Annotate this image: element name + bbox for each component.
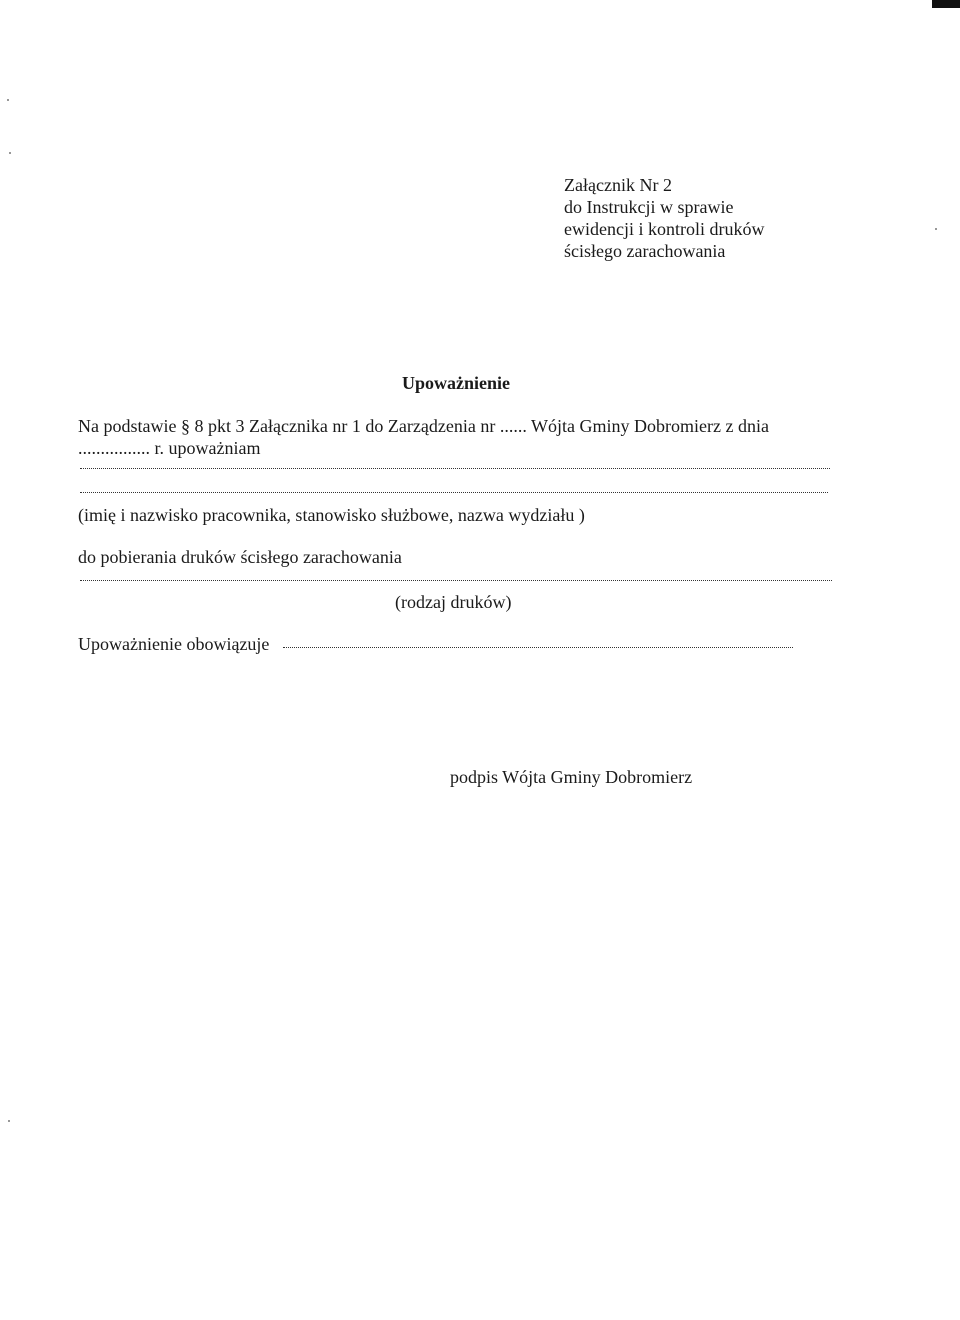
scan-speck: [8, 1120, 10, 1122]
legal-basis-line: Na podstawie § 8 pkt 3 Załącznika nr 1 do Zarządzenia nr ...... Wójta Gminy Dobromierz z dnia: [78, 416, 769, 436]
date-line: ................ r. upoważniam: [78, 438, 261, 458]
document-title: Upoważnienie: [402, 373, 510, 393]
annex-subject: ewidencji i kontroli druków: [564, 219, 765, 239]
validity-label: Upoważnienie obowiązuje: [78, 634, 270, 654]
annex-subject-cont: ścisłego zarachowania: [564, 241, 726, 261]
signature-caption: podpis Wójta Gminy Dobromierz: [450, 767, 693, 787]
scan-speck: [9, 152, 11, 154]
purpose-line: do pobierania druków ścisłego zarachowania: [78, 547, 402, 567]
print-type-caption: (rodzaj druków): [395, 592, 512, 612]
validity-fill-line: [283, 647, 793, 648]
scan-speck: [7, 99, 9, 101]
scan-speck: [935, 228, 937, 230]
annex-number: Załącznik Nr 2: [564, 175, 672, 195]
employee-fill-line-1: [80, 468, 830, 469]
employee-fill-line-2: [80, 492, 828, 493]
annex-heading: [564, 174, 764, 262]
employee-caption: (imię i nazwisko pracownika, stanowisko służbowe, nazwa wydziału ): [78, 505, 585, 525]
annex-reference: do Instrukcji w sprawie: [564, 197, 734, 217]
scan-corner-mark: [932, 0, 960, 8]
print-type-fill-line: [80, 580, 832, 581]
